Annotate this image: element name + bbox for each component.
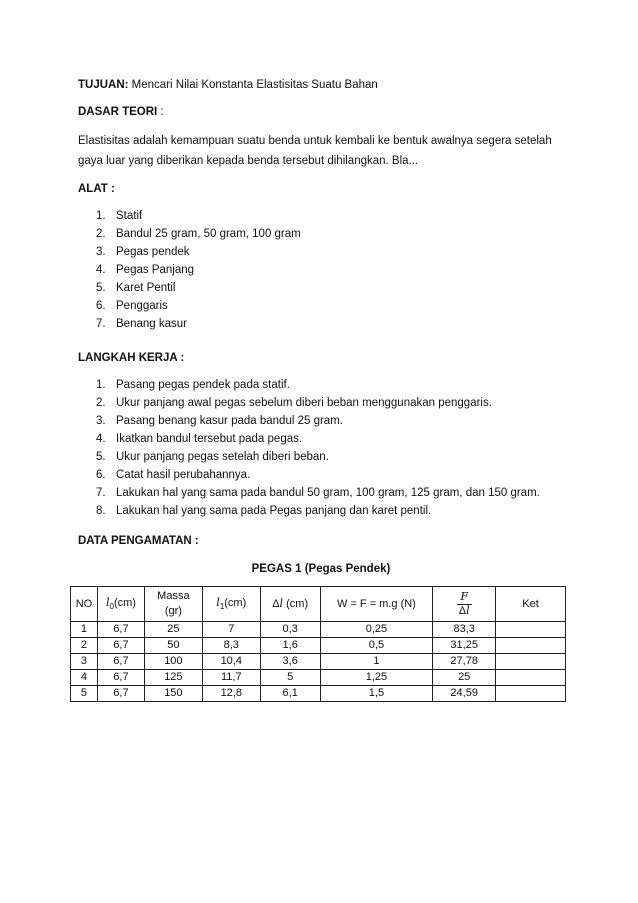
table-row (71, 622, 566, 638)
table-cell: 125 (144, 670, 202, 686)
table-cell: 0,5 (320, 638, 433, 654)
langkah-item (96, 468, 540, 486)
alat-item-text: Karet Pentil (116, 282, 176, 294)
table-cell: 8,3 (202, 638, 260, 654)
langkah-item-number: 1. (96, 379, 106, 391)
table-cell: 0,25 (320, 622, 433, 638)
langkah-item-number: 2. (96, 397, 106, 409)
alat-item-text: Benang kasur (116, 318, 187, 330)
langkah-item-text: Ikatkan bandul tersebut pada pegas. (116, 433, 303, 445)
table-cell: 6,7 (97, 638, 144, 654)
header-l0: $l_0(cm)$ (97, 587, 144, 622)
table-cell: 83,3 (433, 622, 496, 638)
table-cell: 6,7 (97, 686, 144, 702)
data-table (70, 586, 566, 702)
alat-item-text: Pegas Panjang (116, 264, 195, 276)
alat-item-number: 2. (96, 228, 106, 240)
langkah-item-text: Lakukan hal yang sama pada bandul 50 gram, 100 gram, 125 gram, dan 150 gram. (116, 487, 540, 499)
tujuan-text: Mencari Nilai Konstanta Elastisitas Suatu Bahan (128, 79, 378, 91)
langkah-item-text: Ukur panjang awal pegas sebelum diberi beban menggunakan penggaris. (116, 397, 492, 409)
table-row (71, 686, 566, 702)
table-cell: 5 (71, 686, 98, 702)
langkah-kerja-list (96, 378, 540, 522)
langkah-item-number: 3. (96, 415, 106, 427)
header-l1: $l_1(cm)$ (202, 587, 260, 622)
header-delta-l: Δl (cm) (260, 587, 320, 622)
langkah-item-text: Lakukan hal yang sama pada Pegas panjang dan karet pentil. (116, 505, 432, 517)
alat-item (96, 299, 301, 317)
langkah-item-text: Pasang benang kasur pada bandul 25 gram. (116, 415, 343, 427)
table-cell: 1,25 (320, 670, 433, 686)
langkah-item (96, 378, 540, 396)
langkah-item (96, 504, 540, 522)
table-cell: 25 (433, 670, 496, 686)
table-row (71, 670, 566, 686)
data-pengamatan-label: DATA PENGAMATAN : (78, 535, 199, 547)
table-cell: 6,1 (260, 686, 320, 702)
alat-item-text: Penggaris (116, 300, 168, 312)
header-massa: Massa (gr) (144, 587, 202, 622)
alat-item (96, 317, 301, 335)
langkah-item-text: Ukur panjang pegas setelah diberi beban. (116, 451, 329, 463)
alat-item-number: 6. (96, 300, 106, 312)
table-cell: 6,7 (97, 622, 144, 638)
header-no: NO (71, 587, 98, 622)
table-cell: 31,25 (433, 638, 496, 654)
dasar-teori-text-line-1: Elastisitas adalah kemampuan suatu benda untuk kembali ke bentuk awalnya segera setelah (78, 135, 552, 147)
alat-item (96, 209, 301, 227)
langkah-item-number: 7. (96, 487, 106, 499)
table-cell: 3,6 (260, 654, 320, 670)
alat-item-number: 3. (96, 246, 106, 258)
langkah-kerja-label: LANGKAH KERJA : (78, 352, 185, 364)
alat-item-text: Pegas pendek (116, 246, 190, 258)
fraction-f-over-delta-l: $\frac{F}{\Delta l}$ (458, 589, 470, 617)
alat-item (96, 263, 301, 281)
table-cell (496, 622, 566, 638)
table-cell: 100 (144, 654, 202, 670)
table-cell: 5 (260, 670, 320, 686)
alat-item-text: Statif (116, 210, 143, 222)
table-cell: 2 (71, 638, 98, 654)
table-cell: 4 (71, 670, 98, 686)
langkah-item-number: 5. (96, 451, 106, 463)
table-cell (496, 654, 566, 670)
langkah-item-number: 6. (96, 469, 106, 481)
header-ket: Ket (496, 587, 566, 622)
table-header-row (71, 587, 566, 622)
langkah-item-text: Pasang pegas pendek pada statif. (116, 379, 290, 391)
alat-item (96, 281, 301, 299)
langkah-item (96, 432, 540, 450)
alat-item-number: 5. (96, 282, 106, 294)
table-cell: 150 (144, 686, 202, 702)
dasar-teori-text-line-2: gaya luar yang diberikan kepada benda tersebut dihilangkan. Bla... (78, 155, 419, 167)
table-cell: 0,3 (260, 622, 320, 638)
langkah-item-text: Catat hasil perubahannya. (116, 469, 251, 481)
dasar-teori-colon: : (157, 106, 164, 118)
alat-item (96, 227, 301, 245)
alat-item-number: 4. (96, 264, 106, 276)
langkah-item (96, 450, 540, 468)
table-cell (496, 670, 566, 686)
table-cell: 1 (71, 622, 98, 638)
table-cell: 6,7 (97, 670, 144, 686)
tujuan-label: TUJUAN: (78, 79, 129, 91)
alat-item-number: 1. (96, 210, 106, 222)
table-cell: 1,5 (320, 686, 433, 702)
table-cell: 12,8 (202, 686, 260, 702)
alat-list (96, 209, 301, 335)
tujuan-line (78, 78, 378, 94)
alat-label: ALAT : (78, 183, 115, 195)
table-cell: 3 (71, 654, 98, 670)
header-w: W = F = m.g (N) (320, 587, 433, 622)
alat-heading (78, 182, 115, 198)
dasar-teori-label: DASAR TEORI (78, 106, 158, 118)
table-cell: 6,7 (97, 654, 144, 670)
table-cell (496, 638, 566, 654)
data-pengamatan-heading (78, 534, 199, 550)
table-cell: 50 (144, 638, 202, 654)
langkah-item (96, 396, 540, 414)
table-cell: 1 (320, 654, 433, 670)
langkah-item-number: 4. (96, 433, 106, 445)
table-cell: 27,78 (433, 654, 496, 670)
table-row (71, 638, 566, 654)
langkah-item (96, 414, 540, 432)
langkah-kerja-heading (78, 351, 184, 367)
langkah-item-number: 8. (96, 505, 106, 517)
table-cell: 11,7 (202, 670, 260, 686)
table-row (71, 654, 566, 670)
table-cell: 25 (144, 622, 202, 638)
header-fraction (433, 587, 496, 622)
table-cell: 24,59 (433, 686, 496, 702)
table-cell: 10,4 (202, 654, 260, 670)
table-cell (496, 686, 566, 702)
dasar-teori-heading (78, 105, 164, 121)
alat-item (96, 245, 301, 263)
table-cell: 1,6 (260, 638, 320, 654)
alat-item-text: Bandul 25 gram, 50 gram, 100 gram (116, 228, 301, 240)
alat-item-number: 7. (96, 318, 106, 330)
table-caption: PEGAS 1 (Pegas Pendek) (251, 563, 391, 575)
langkah-item (96, 486, 540, 504)
table-cell: 7 (202, 622, 260, 638)
table-body (71, 622, 566, 702)
